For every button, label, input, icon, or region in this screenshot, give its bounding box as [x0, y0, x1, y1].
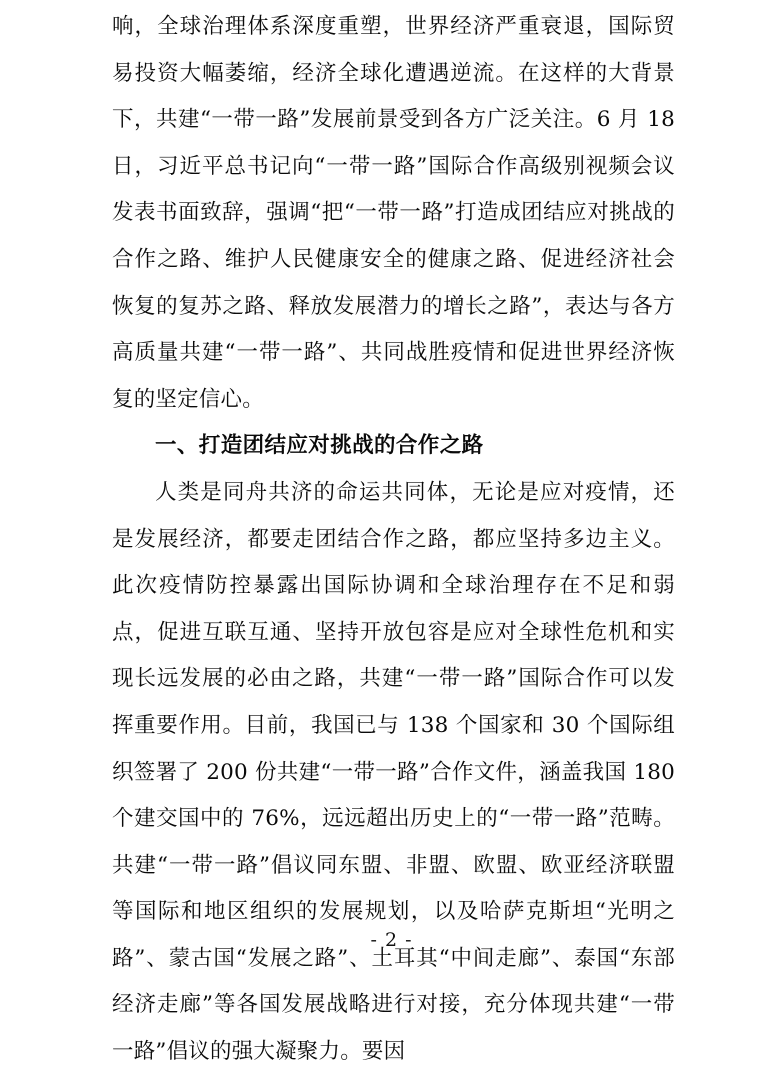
- document-body: [112, 0, 675, 1076]
- page-number: - 2 -: [370, 929, 413, 951]
- section-heading-one: 一、打造团结应对挑战的合作之路: [155, 433, 484, 459]
- paragraph-continued: 响，全球治理体系深度重塑，世界经济严重衰退，国际贸易投资大幅萎缩，经济全球化遭遇逆流。在这样的大背景下，共建“一带一路”发展前景受到各方广泛关注。6 月 18 日，习近平总书记向“一带一路”国际合作高级别视频会议发表书面致辞，强调“把“一带一路”打造成团结应对挑战的合作之路、维护人民健康安全的健康之路、促进经济社会恢复的复苏之路、释放发展潜力的增长之路”，表达与各方高质量共建“一带一路”、共同战胜疫情和促进世界经济恢复的坚定信心。: [112, 14, 675, 412]
- paragraph-section-one: 人类是同舟共济的命运共同体，无论是应对疫情，还是发展经济，都要走团结合作之路，都应坚持多边主义。此次疫情防控暴露出国际协调和全球治理存在不足和弱点，促进互联互通、坚持开放包容是应对全球性危机和实现长远发展的必由之路，共建“一带一路”国际合作可以发挥重要作用。目前，我国已与 138 个国家和 30 个国际组织签署了 200 份共建“一带一路”合作文件，涵盖我国 180 个建交国中的 76%，远远超出历史上的“一带一路”范畴。共建“一带一路”倡议同东盟、非盟、欧盟、欧亚经济联盟等国际和地区组织的发展规划，以及哈萨克斯坦“光明之路”、蒙古国“发展之路”、土耳其“中间走廊”、泰国“东部经济走廊”等各国发展战略进行对接，充分体现共建“一带一路”倡议的强大凝聚力。要因: [112, 479, 675, 1065]
